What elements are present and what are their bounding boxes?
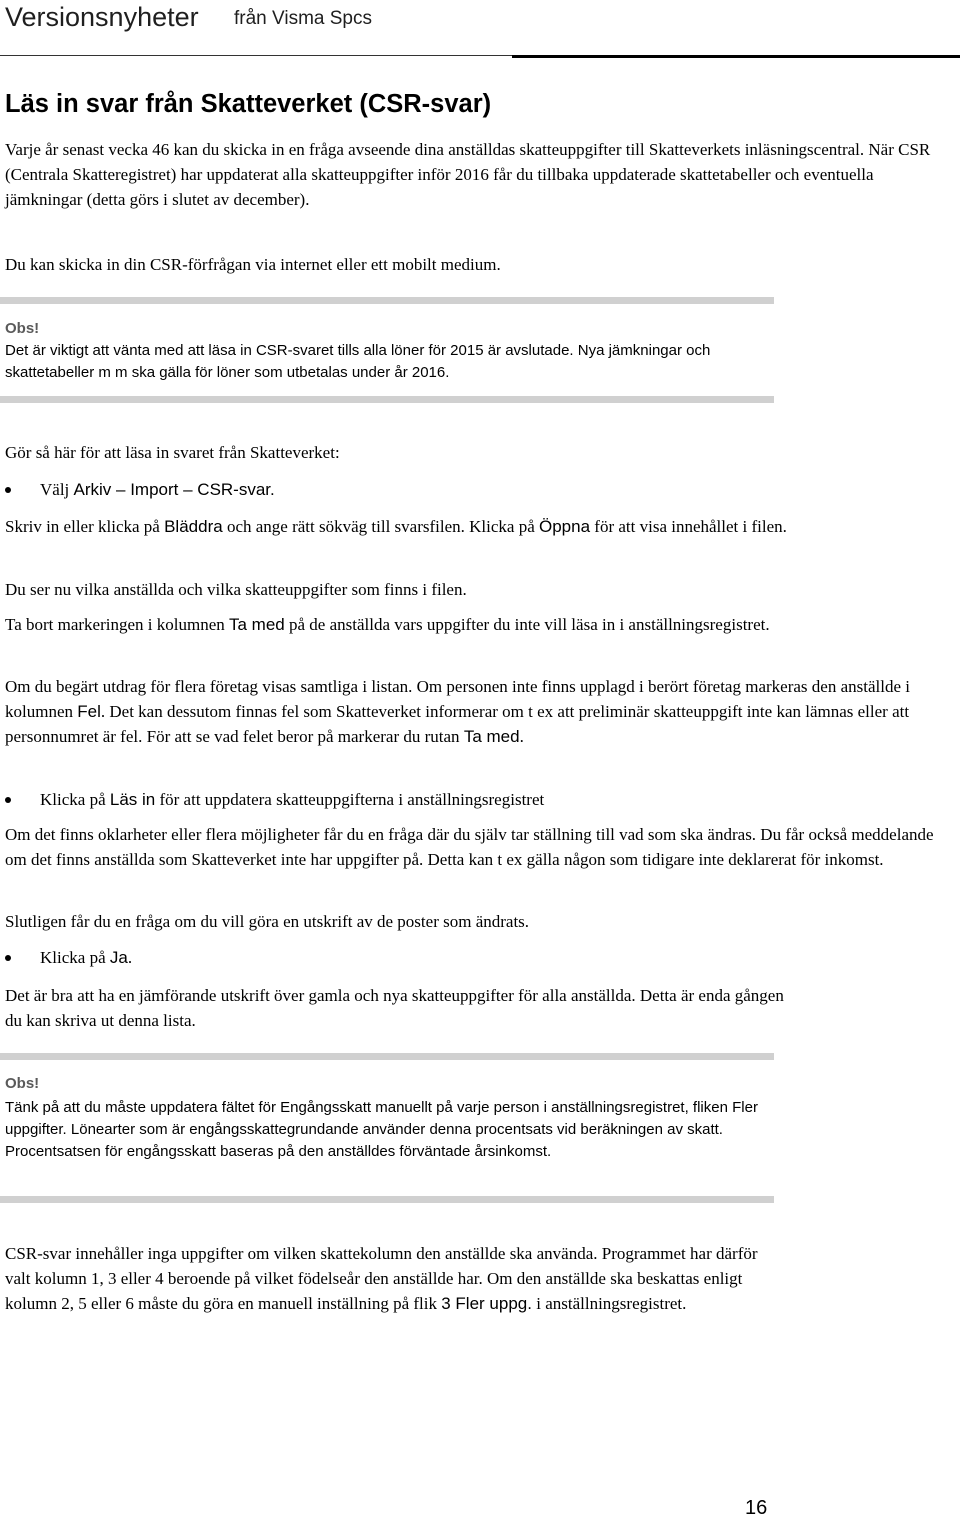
- notice-title: Obs!: [5, 1075, 40, 1092]
- page-number: 16: [745, 1497, 768, 1519]
- step-paragraph: Skriv in eller klicka på Bläddra och ange rätt sökväg till svarsfilen. Klicka på Öppna för att visa innehållet i filen.: [5, 517, 787, 536]
- closing-paragraph: CSR-svar innehåller inga uppgifter om vilken skattekolumn den anställde ska använda. Programmet har därför valt kolumn 1, 3 eller 4 beroende på vilket födelseår den anställde har. Om den anställde ska beskattas enligt kolumn 2, 5 eller 6 måste du göra en manuell inställning på flik 3 Fler uppg. i anställningsregistret.: [5, 1244, 758, 1313]
- ui-term-include: Ta med: [229, 615, 285, 634]
- notice-text: Tänk på att du måste uppdatera fältet för Engångsskatt manuellt på varje person i anställningsregistret, fliken Fler uppgifter. Lönearter som är engångsskattegrundande använder denna procentsats vid beräkningen av skatt. Procentsatsen för engångsskatt baseras på den anställdes förväntade årsinkomst.: [5, 1099, 758, 1160]
- header-title: Versionsnyheter: [5, 2, 199, 32]
- header-divider-accent: [512, 55, 960, 58]
- ui-term-read-in: Läs in: [109, 790, 156, 809]
- step-paragraph: Om det finns oklarheter eller flera möjligheter får du en fråga där du själv tar ställning till vad som ska ändras. Du får också meddelande om det finns anställda som Skatteverket inte har uppgifter på. Detta kan t ex gälla någon som tidigare inte deklarerat för inkomst.: [5, 825, 934, 869]
- step-paragraph: Ta bort markeringen i kolumnen Ta med på de anställda vars uppgifter du inte vill läsa in i anställningsregistret.: [5, 615, 770, 634]
- header-subtitle: från Visma Spcs: [234, 8, 372, 29]
- ui-term-yes: Ja: [109, 948, 128, 967]
- ui-term-browse: Bläddra: [164, 517, 223, 536]
- bullet-icon: [5, 797, 11, 803]
- intro-paragraph-2: Du kan skicka in din CSR-förfrågan via internet eller ett mobilt medium.: [5, 255, 501, 274]
- notice-title: Obs!: [5, 320, 40, 337]
- section-heading: Läs in svar från Skatteverket (CSR-svar): [5, 90, 492, 118]
- ui-term-error: Fel: [77, 702, 101, 721]
- notice-divider-bottom: [0, 1196, 774, 1203]
- menu-path: Arkiv – Import – CSR-svar.: [73, 480, 275, 499]
- ui-term-tab: 3 Fler uppg.: [441, 1294, 532, 1313]
- ui-term-include: Ta med: [463, 727, 520, 746]
- ui-term-open: Öppna: [539, 517, 591, 536]
- bullet-icon: [5, 487, 11, 493]
- notice-divider-top: [0, 297, 774, 304]
- step-paragraph: Det är bra att ha en jämförande utskrift över gamla och nya skatteuppgifter för alla anställda. Detta är enda gången du kan skriva ut denna lista.: [5, 986, 784, 1030]
- page-header: [0, 0, 960, 62]
- bullet-icon: [5, 955, 11, 961]
- step-paragraph: Du ser nu vilka anställda och vilka skatteuppgifter som finns i filen.: [5, 580, 467, 599]
- notice-divider-bottom: [0, 396, 774, 403]
- steps-intro: Gör så här för att läsa in svaret från Skatteverket:: [5, 443, 340, 462]
- intro-paragraph: Varje år senast vecka 46 kan du skicka in en fråga avseende dina anställdas skatteuppgifter till Skatteverkets inläsningscentral. När CSR (Centrala Skatteregistret) har uppdaterat alla skatteuppgifter inför 2016 får du tillbaka uppdaterade skattetabeller och eventuella jämkningar (detta görs i slutet av december).: [5, 140, 931, 209]
- step-paragraph: Om du begärt utdrag för flera företag visas samtliga i listan. Om personen inte finns upplagd i berört företag markeras den anställde i kolumnen Fel. Det kan dessutom finnas fel som Skatteverket informerar om t ex att preliminär skatteuppgift inte kan lämnas eller att personnumret är fel. För att se vad felet beror på markerar du rutan Ta med.: [5, 677, 910, 746]
- ui-term-more-info: Fler uppgifter: [5, 1099, 758, 1138]
- notice-text: Det är viktigt att vänta med att läsa in CSR-svaret tills alla löner för 2015 är avslutade. Nya jämkningar och skattetabeller m m ska gälla för löner som utbetalas under år 2016.: [5, 342, 711, 381]
- notice-divider-top: [0, 1053, 774, 1060]
- ui-term-one-time-tax: Engångsskatt: [280, 1099, 372, 1116]
- step-paragraph: Slutligen får du en fråga om du vill göra en utskrift av de poster som ändrats.: [5, 912, 530, 931]
